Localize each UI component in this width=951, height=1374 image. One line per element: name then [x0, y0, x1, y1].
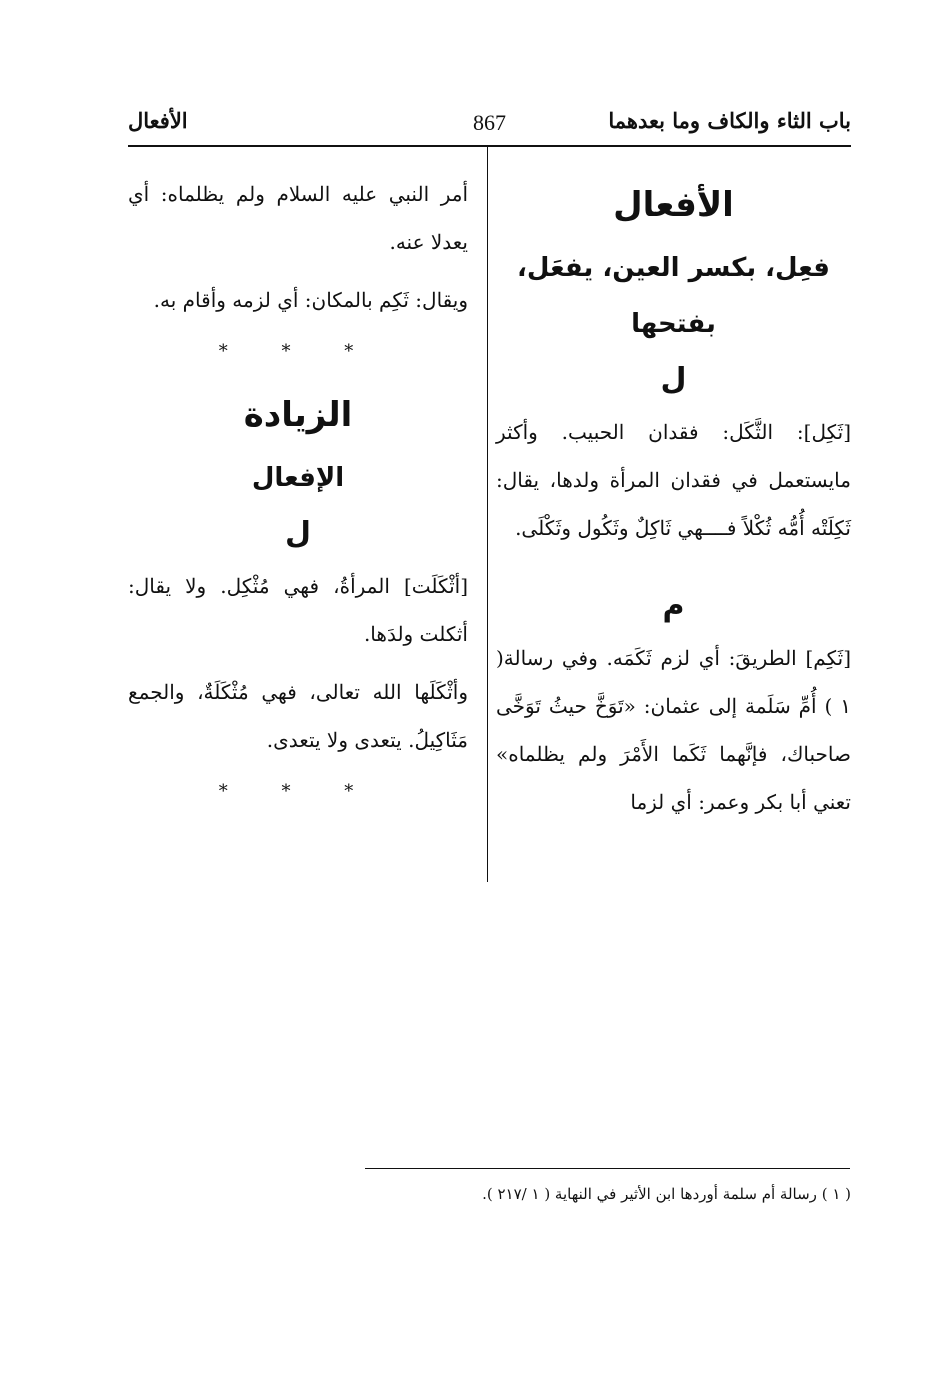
header-rule	[128, 145, 851, 147]
page-number: 867	[473, 110, 506, 135]
entry-athkalat: [أثْكَلَت] المرأةُ، فهي مُثْكِل. ولا يقال: أثكلت ولدَها.	[128, 574, 468, 646]
section-title: الأفعال	[128, 108, 188, 133]
entry-athkalaha: وأثْكَلَها الله تعالى، فهي مُثْكَلَةٌ، والجمع مَثَاكِيلُ. يتعدى ولا يتعدى.	[128, 680, 468, 752]
column-divider	[487, 147, 488, 882]
letter-heading-mim: م	[662, 588, 685, 623]
left-column-title: الزيادة	[243, 395, 353, 435]
footnote-rule	[365, 1168, 850, 1169]
right-column-subtitle: فعِل، بكسر العين، يفعَل، بفتحها	[517, 253, 830, 339]
right-column	[496, 170, 851, 826]
entry-yuqal: ويقال: ثَكِم بالمكان: أي لزمه وأقام به.	[153, 288, 468, 312]
section-separator-2: * * *	[218, 781, 378, 802]
letter-heading-lam-2: ل	[284, 516, 312, 551]
entry-thakil: [ثَكِل]: الثَّكَل: فقدان الحبيب. وأكثر مايستعمل في فقدان المرأة ولدها، يقال: ثَكِلَتْه أُمُّه ثُكْلاً فــــهي ثَاكِلٌ وثَكُول وثَكْلَى.	[496, 420, 851, 540]
running-header	[128, 104, 851, 144]
chapter-title: باب الثاء والكاف وما بعدهما	[608, 108, 851, 133]
section-separator: * * *	[218, 341, 378, 362]
entry-thakim: [ثَكِم] الطريقَ: أي لزم ثَكَمَه. وفي رسالة( ١ ) أُمِّ سَلَمة إلى عثمان: «تَوَخَّ حيثُ تَوَخَّى صاحباك، فإنَّهما ثَكَما الأَمْرَ ولم يظلماه» تعني أبا بكر وعمر: أي لزما	[496, 646, 851, 814]
right-column-title: الأفعال	[613, 185, 734, 225]
entry-thakim-continued: أمر النبي عليه السلام ولم يظلماه: أي يعدلا عنه.	[128, 182, 468, 254]
left-column-subtitle: الإفعال	[251, 463, 345, 493]
left-column	[128, 170, 468, 820]
footnote: ( ١ ) رسالة أم سلمة أوردها ابن الأثير في النهاية ( ١ /٢١٧ ).	[482, 1185, 851, 1203]
letter-heading-lam: ل	[660, 362, 687, 397]
